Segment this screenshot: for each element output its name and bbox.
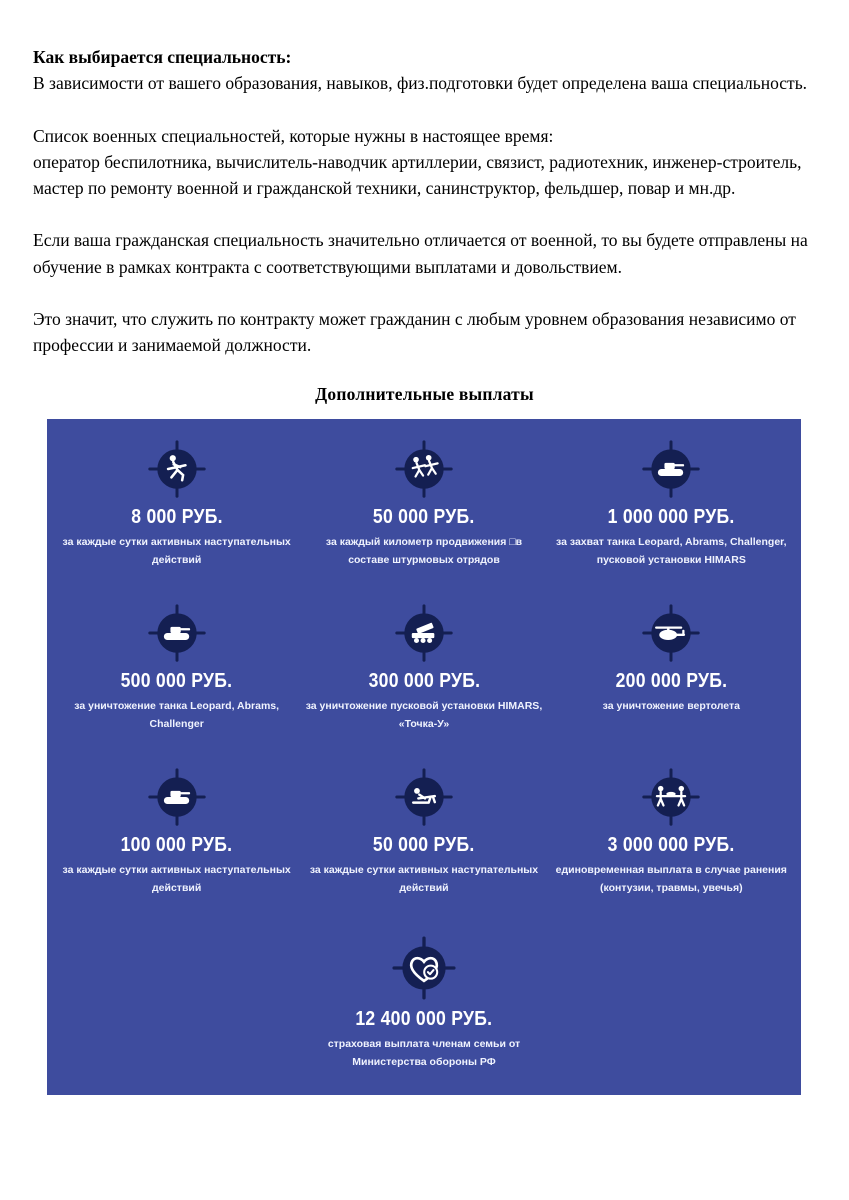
doc-text: Список военных специальностей, которые нужны в настоящее время: <box>33 125 554 146</box>
payout-item <box>53 765 300 929</box>
doc-heading: Как выбирается специальность: <box>33 47 292 67</box>
payout-amount: 500 000 РУБ. <box>120 670 233 693</box>
heart-shield-icon <box>391 935 457 1001</box>
payout-item <box>300 765 547 929</box>
helicopter-icon <box>641 603 701 663</box>
mlrs-truck-icon <box>394 603 454 663</box>
doc-text: Это значит, что служить по контракту может гражданин с любым уровнем образования независимо от профессии и занимаемой должности. <box>33 308 796 355</box>
payout-item-insurance <box>53 935 795 1071</box>
payout-amount: 100 000 РУБ. <box>120 834 233 857</box>
payout-caption: единовременная выплата в случае ранения (контузии, травмы, увечья) <box>555 864 787 894</box>
payout-caption: за каждый километр продвижения □в составе штурмовых отрядов <box>325 536 523 566</box>
payout-item <box>300 437 547 601</box>
payout-caption: за каждые сутки активных наступательных действий <box>62 864 291 894</box>
payouts-grid <box>53 437 795 929</box>
tank-icon <box>641 439 701 499</box>
payout-item <box>53 437 300 601</box>
payout-amount: 8 000 РУБ. <box>130 506 223 529</box>
payout-amount: 300 000 РУБ. <box>368 670 480 693</box>
payout-caption: за каждые сутки активных наступательных действий <box>309 864 539 894</box>
doc-paragraph <box>33 306 815 359</box>
payout-caption: за уничтожение пусковой установки HIMARS, «Точка-У» <box>305 700 543 730</box>
doc-text: оператор беспилотника, вычислитель-наводчик артиллерии, связист, радиотехник, инженер-строитель, мастер по ремонту военной и гражданской техники, санинструктор, фельдшер, повар и мн.др. <box>33 151 802 198</box>
payout-item <box>548 437 795 601</box>
tank-icon <box>147 603 207 663</box>
tank-icon <box>147 767 207 827</box>
doc-paragraph <box>33 227 815 280</box>
payout-caption: за уничтожение танка Leopard, Abrams, Challenger <box>74 700 280 730</box>
doc-paragraph <box>33 123 815 202</box>
payout-item <box>53 601 300 765</box>
payout-caption: за каждые сутки активных наступательных действий <box>62 536 291 566</box>
payout-amount: 50 000 РУБ. <box>373 834 475 857</box>
payout-item <box>548 601 795 765</box>
payouts-panel <box>47 419 801 1095</box>
stretcher-carry-icon <box>641 767 701 827</box>
payout-amount: 50 000 РУБ. <box>373 506 475 529</box>
payout-caption: страховая выплата членам семьи от Министерства обороны РФ <box>327 1038 521 1068</box>
soldiers-advancing-icon <box>394 439 454 499</box>
soldier-running-icon <box>147 439 207 499</box>
payout-item <box>548 765 795 929</box>
payout-item <box>300 601 547 765</box>
payout-amount: 3 000 000 РУБ. <box>607 834 735 857</box>
payout-amount: 12 400 000 РУБ. <box>355 1008 493 1031</box>
payout-caption: за уничтожение вертолета <box>602 700 740 713</box>
payout-caption: за захват танка Leopard, Abrams, Challenger, пусковой установки HIMARS <box>556 536 787 566</box>
doc-text: Если ваша гражданская специальность значительно отличается от военной, то вы будете отправлены на обучение в рамках контракта с соответствующими выплатами и довольствием. <box>33 230 808 277</box>
machine-gunner-icon <box>394 767 454 827</box>
payout-amount: 200 000 РУБ. <box>615 670 728 693</box>
document-body <box>0 0 849 358</box>
infographic-title: Дополнительные выплаты <box>315 384 534 405</box>
doc-paragraph <box>33 44 815 97</box>
doc-text: В зависимости от вашего образования, навыков, физ.подготовки будет определена ваша специальность. <box>33 73 808 94</box>
payout-amount: 1 000 000 РУБ. <box>607 506 735 529</box>
